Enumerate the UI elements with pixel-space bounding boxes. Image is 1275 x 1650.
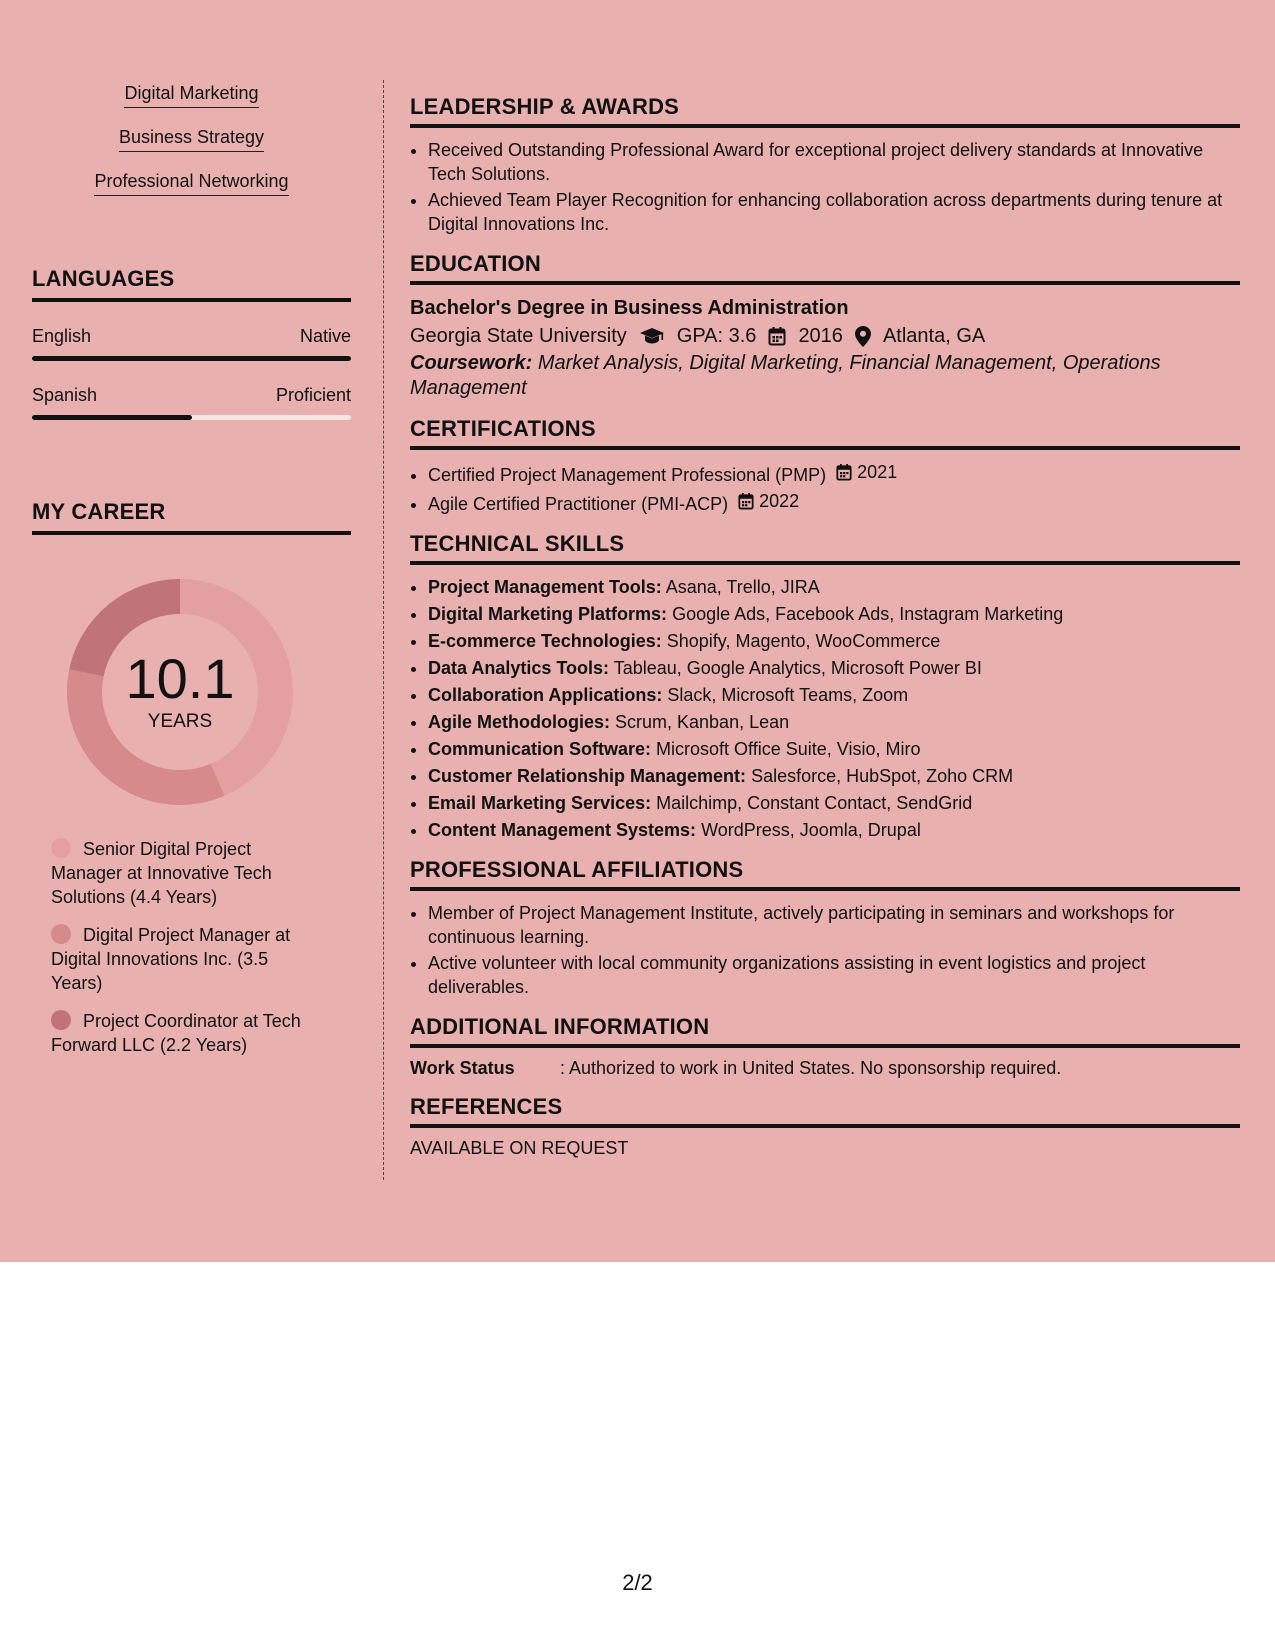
career-total-unit: YEARS [147, 711, 213, 732]
school-name: Georgia State University [410, 325, 627, 347]
language-name: Spanish [32, 385, 98, 405]
skill-label: Content Management Systems: [428, 820, 697, 840]
leadership-item: • Received Outstanding Professional Award for exceptional project delivery standards at Innovative Tech Solutions. [428, 138, 1240, 186]
references-text: AVAILABLE ON REQUEST [410, 1138, 629, 1158]
affiliations-section [410, 857, 1240, 999]
career-donut [65, 577, 295, 807]
skill-value: Microsoft Office Suite, Visio, Miro [656, 739, 921, 759]
career-role-text: Digital Project Manager at Digital Innovations Inc. (3.5 Years) [51, 925, 291, 993]
skill-item [428, 764, 1240, 788]
skill-label: Digital Marketing Platforms: [428, 604, 668, 624]
technical-skills-heading: TECHNICAL SKILLS [410, 531, 1240, 565]
location-pin-icon [855, 326, 871, 347]
skill-value: Asana, Trello, JIRA [665, 577, 820, 597]
career-role-text: Senior Digital Project Manager at Innovative Tech Solutions (4.4 Years) [51, 839, 272, 907]
skill-value: Scrum, Kanban, Lean [615, 712, 790, 732]
work-status-value: : Authorized to work in United States. No sponsorship required. [560, 1058, 1062, 1078]
certifications-heading: CERTIFICATIONS [410, 416, 1240, 450]
language-level: Native [299, 326, 351, 346]
career-legend-item [51, 1009, 321, 1057]
career-legend [51, 837, 321, 1057]
career-section [32, 499, 351, 1057]
sidebar [32, 82, 351, 1071]
skill-item [428, 656, 1240, 680]
skill-link[interactable]: Professional Networking [94, 170, 288, 196]
skill-label: Agile Methodologies: [428, 712, 610, 732]
skill-item [428, 710, 1240, 734]
calendar-icon [768, 326, 786, 346]
skill-value: Mailchimp, Constant Contact, SendGrid [656, 793, 973, 813]
work-status-label: Work Status [410, 1058, 515, 1078]
languages-heading: LANGUAGES [32, 266, 351, 302]
career-legend-item [51, 837, 321, 909]
skill-value: Shopify, Magento, WooCommerce [666, 631, 941, 651]
language-bar-fill [32, 415, 192, 420]
skill-value: Slack, Microsoft Teams, Zoom [667, 685, 909, 705]
references-heading: REFERENCES [410, 1094, 1240, 1128]
skill-label: Email Marketing Services: [428, 793, 652, 813]
legend-dot [51, 1010, 71, 1030]
career-heading: MY CAREER [32, 499, 351, 535]
leadership-item: • Achieved Team Player Recognition for enhancing collaboration across departments during tenure at Digital Innovations Inc. [428, 188, 1240, 236]
additional-info-section [410, 1014, 1240, 1079]
page-number: 2/2 [622, 1570, 653, 1595]
language-level: Proficient [275, 385, 351, 405]
calendar-icon [836, 463, 852, 481]
education-meta [410, 321, 1240, 351]
calendar-icon [738, 492, 754, 510]
language-item [32, 326, 351, 361]
skill-label: Customer Relationship Management: [428, 766, 747, 786]
skill-item [428, 791, 1240, 815]
certification-year: 2021 [857, 462, 898, 482]
education-section [410, 251, 1240, 401]
legend-dot [51, 924, 71, 944]
certifications-section [410, 416, 1240, 516]
affiliation-item: • Member of Project Management Institute, actively participating in seminars and workshops for continuous learning. [428, 901, 1240, 949]
skill-value: Google Ads, Facebook Ads, Instagram Marketing [672, 604, 1064, 624]
career-total-years: 10.1 [125, 647, 235, 710]
skill-item [428, 602, 1240, 626]
career-role-text: Project Coordinator at Tech Forward LLC (2.2 Years) [51, 1011, 301, 1055]
graduation-cap-icon [639, 326, 665, 346]
skill-item [428, 683, 1240, 707]
skill-item [428, 818, 1240, 842]
skill-item [428, 737, 1240, 761]
degree-title: Bachelor's Degree in Business Administration [410, 297, 849, 319]
skill-link[interactable]: Digital Marketing [124, 82, 258, 108]
education-heading: EDUCATION [410, 251, 1240, 285]
language-bar [32, 415, 351, 420]
skill-item [428, 629, 1240, 653]
skill-value: WordPress, Joomla, Drupal [701, 820, 921, 840]
leadership-section [410, 94, 1240, 236]
skill-label: Data Analytics Tools: [428, 658, 610, 678]
certification-item [428, 460, 1240, 487]
gpa: GPA: 3.6 [676, 325, 757, 347]
skill-item [428, 575, 1240, 599]
skill-link[interactable]: Business Strategy [119, 126, 264, 152]
school-location: Atlanta, GA [882, 325, 986, 347]
language-item [32, 385, 351, 420]
legend-dot [51, 838, 71, 858]
skill-label: Project Management Tools: [428, 577, 662, 597]
references-section [410, 1094, 1240, 1159]
coursework-list: Market Analysis, Digital Marketing, Financial Management, Operations Management [410, 352, 1161, 399]
skill-value: Salesforce, HubSpot, Zoho CRM [751, 766, 1014, 786]
affiliations-heading: PROFESSIONAL AFFILIATIONS [410, 857, 1240, 891]
certification-name: Agile Certified Practitioner (PMI-ACP) [428, 494, 729, 514]
coursework-label: Coursework: [410, 352, 533, 374]
skill-label: Collaboration Applications: [428, 685, 663, 705]
certification-item [428, 489, 1240, 516]
skill-links [32, 82, 351, 214]
leadership-heading: LEADERSHIP & AWARDS [410, 94, 1240, 128]
skill-label: E-commerce Technologies: [428, 631, 662, 651]
skill-value: Tableau, Google Analytics, Microsoft Power BI [613, 658, 982, 678]
technical-skills-section [410, 531, 1240, 842]
coursework [410, 351, 1240, 401]
language-name: English [32, 326, 92, 346]
work-status-row [410, 1058, 1240, 1079]
column-divider [383, 80, 384, 1180]
language-bar-fill [32, 356, 351, 361]
certification-name: Certified Project Management Professional (PMP) [428, 465, 827, 485]
graduation-year: 2016 [798, 325, 843, 347]
additional-info-heading: ADDITIONAL INFORMATION [410, 1014, 1240, 1048]
language-bar [32, 356, 351, 361]
affiliation-item: • Active volunteer with local community organizations assisting in event logistics and project deliverables. [428, 951, 1240, 999]
career-legend-item [51, 923, 321, 995]
languages-section [32, 266, 351, 420]
certification-year: 2022 [759, 491, 800, 511]
skill-label: Communication Software: [428, 739, 652, 759]
main-content [410, 94, 1240, 1174]
